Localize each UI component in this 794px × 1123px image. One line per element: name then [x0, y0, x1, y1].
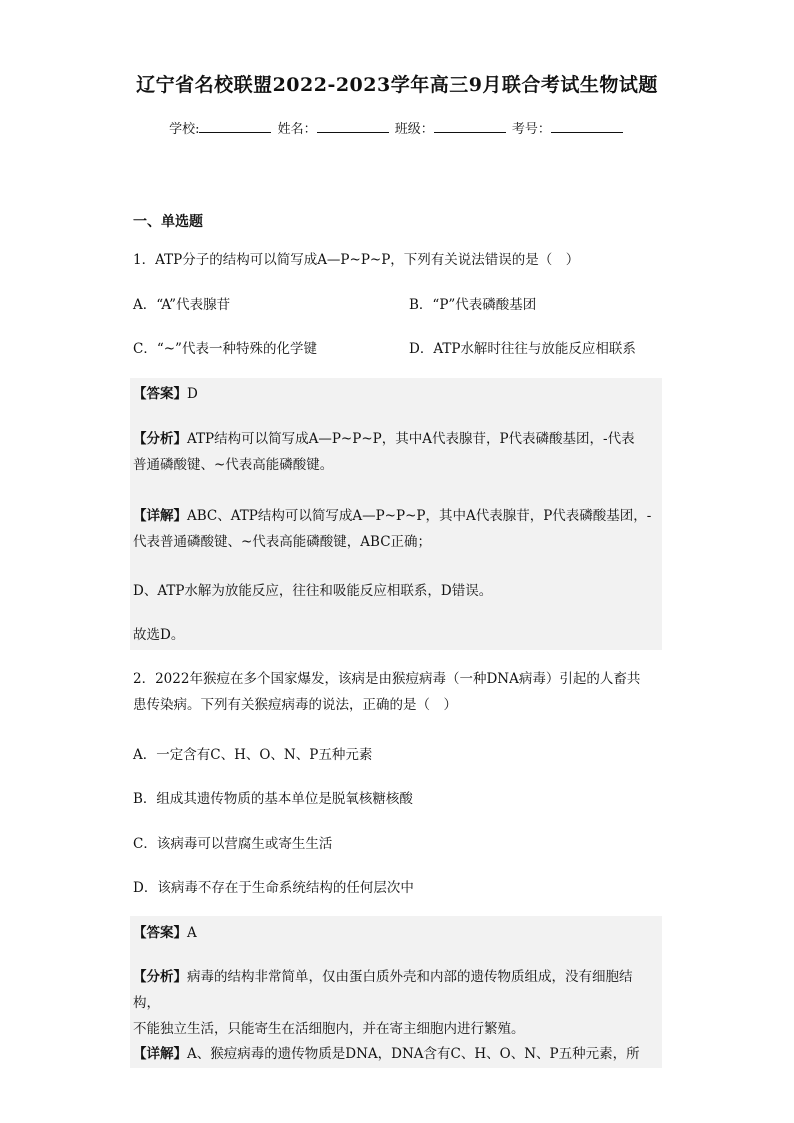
answer-value: D [187, 386, 198, 402]
q2-stem-line-1: 2．2022年猴痘在多个国家爆发，该病是由猴痘病毒（一种DNA病毒）引起的人畜共 [133, 671, 641, 687]
q1-analysis [133, 426, 659, 478]
q1-answer [133, 381, 659, 407]
school-blank [199, 120, 271, 133]
analysis-line-1: ATP结构可以简写成A—P~P~P，其中A代表腺苷，P代表磷酸基团，-代表 [187, 431, 635, 447]
detail-line-1: ABC、ATP结构可以简写成A—P~P~P，其中A代表腺苷，P代表磷酸基团，- [187, 508, 652, 524]
answer-value: A [187, 925, 197, 941]
q2-stem-line-2: 患传染病。下列有关猴痘病毒的说法，正确的是（ ） [133, 697, 457, 713]
q2-option-c: C．该病毒可以营腐生或寄生生活 [133, 836, 333, 852]
q1-conclusion: 故选D。 [133, 627, 185, 643]
q2-answer [133, 920, 659, 946]
answer-tag: 【答案】 [133, 925, 187, 941]
number-blank [551, 120, 623, 133]
student-info-line [0, 118, 794, 137]
name-label: 姓名： [277, 122, 317, 137]
q1-option-c: C．“~”代表一种特殊的化学键 [133, 341, 317, 357]
number-label: 考号： [511, 122, 551, 137]
detail-tag: 【详解】 [133, 508, 187, 524]
section-heading: 一、单选题 [133, 214, 203, 230]
q1-option-a: A．“A”代表腺苷 [133, 297, 231, 313]
detail-line-2: 代表普通磷酸键、~代表高能磷酸键，ABC正确； [133, 534, 432, 550]
analysis-line-2: 普通磷酸键、~代表高能磷酸键。 [133, 457, 334, 473]
page-title: 辽宁省名校联盟2022-2023学年高三9月联合考试生物试题 [136, 74, 658, 96]
q2-analysis [133, 964, 659, 1042]
analysis-tag: 【分析】 [133, 969, 187, 985]
school-label: 学校: [169, 122, 200, 137]
answer-tag: 【答案】 [133, 386, 187, 402]
class-label: 班级： [394, 122, 434, 137]
q2-option-b: B．组成其遗传物质的基本单位是脱氧核糖核酸 [133, 791, 413, 807]
analysis-line-1: 病毒的结构非常简单，仅由蛋白质外壳和内部的遗传物质组成，没有细胞结构， [133, 969, 633, 1011]
detail-tag: 【详解】 [133, 1046, 187, 1062]
q1-option-b: B．“P”代表磷酸基团 [409, 297, 537, 313]
q1-option-d: D．ATP水解时往往与放能反应相联系 [409, 341, 636, 357]
q2-option-d: D．该病毒不存在于生命系统结构的任何层次中 [133, 880, 414, 896]
q2-detail [133, 1041, 659, 1067]
detail-line-1: A、猴痘病毒的遗传物质是DNA，DNA含有C、H、O、N、P五种元素，所 [187, 1046, 640, 1062]
analysis-tag: 【分析】 [133, 431, 187, 447]
q1-stem: 1．ATP分子的结构可以简写成A—P~P~P，下列有关说法错误的是（ ） [133, 252, 580, 268]
q2-option-a: A．一定含有C、H、O、N、P五种元素 [133, 747, 373, 763]
q1-detail [133, 503, 659, 555]
q1-detail-d: D、ATP水解为放能反应，往往和吸能反应相联系，D错误。 [133, 583, 493, 599]
class-blank [434, 120, 506, 133]
name-blank [317, 120, 389, 133]
analysis-line-2: 不能独立生活，只能寄生在活细胞内，并在寄主细胞内进行繁殖。 [133, 1021, 525, 1037]
q2-stem [133, 666, 659, 718]
